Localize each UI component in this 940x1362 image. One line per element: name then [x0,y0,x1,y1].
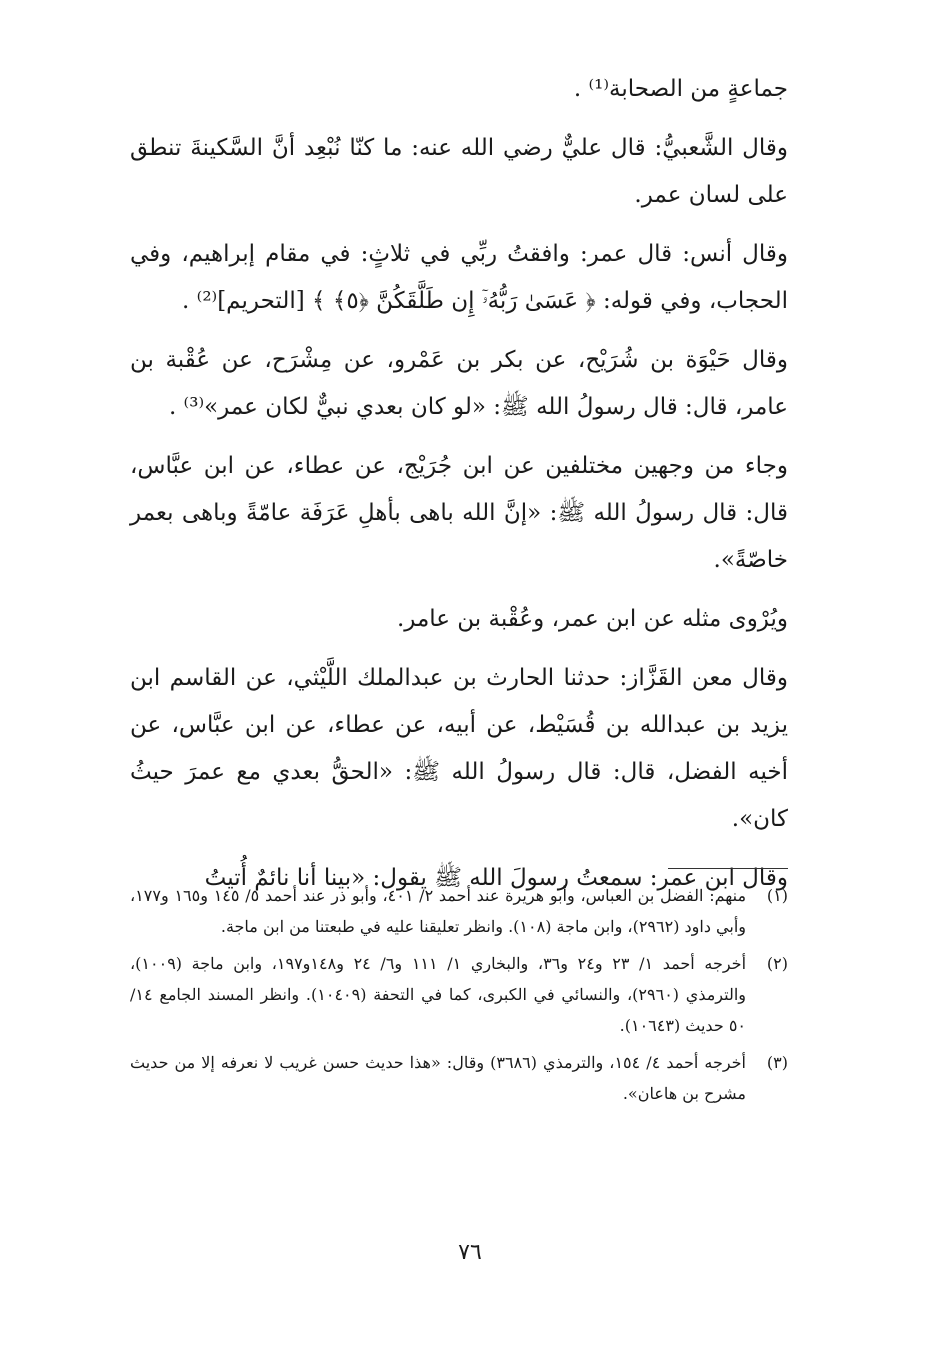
paragraph-6: ويُرْوى مثله عن ابن عمر، وعُقْبة بن عامر. [396,606,788,632]
footnote-1 [130,880,788,942]
footnote-3 [130,1047,788,1109]
paragraph-2: وقال الشَّعبيُّ: قال عليٌّ رضي الله عنه: ما كنّا نُبْعِد أنَّ السَّكينةَ تنطق على لسان عمر. [130,135,788,208]
footnote-number: (٣) [766,1053,788,1072]
paragraph-5: وجاء من وجهين مختلفين عن ابن جُرَيْج، عن عطاء، عن ابن عبَّاس، قال: قال رسولُ الله ﷺ: «إنَّ الله باهى بأهلِ عَرَفَة عامّةً وباهى بعمر خاصّةً». [130,453,788,573]
footnote-separator [668,868,788,869]
paragraph-3: وقال أنس: قال عمر: وافقتُ ربِّي في ثلاثٍ: في مقام إبراهيم، وفي الحجاب، وفي قوله: ﴿ عَسَىٰ رَبُّهُۥٓ إِن طَلَّقَكُنَّ ﴿٥﴾ ﴾ [التحريم]⁽²⁾ . [130,241,788,314]
paragraph-8: وقال ابن عمر: سمعتُ رسولَ الله ﷺ يقول: «بينا أنا نائمٌ أُتيتُ [204,865,788,891]
footnote-number: (١) [766,886,788,905]
footnote-number: (٢) [766,954,788,973]
footnote-text: منهم: الفضل بن العباس، وأبو هريرة عند أحمد ٢/ ٤٠١، وأبو ذر عند أحمد ٥/ ١٤٥ و١٦٥ و١٧٧، وأبي داود (٢٩٦٢)، وابن ماجة (١٠٨). وانظر تعليقنا عليه في طبعتنا من ابن ماجة. [130,886,747,936]
footnote-2 [130,948,788,1041]
paragraph-7: وقال معن القَزَّاز: حدثنا الحارث بن عبدالملك اللَّيْثي، عن القاسم ابن يزيد بن عبدالله بن قُسَيْط، عن أبيه، عن عطاء، عن ابن عبَّاس، عن أخيه الفضل، قال: قال رسولُ الله ﷺ: «الحقُّ بعدي مع عمرَ حيثُ كان». [130,665,788,832]
footnotes [130,880,788,1115]
main-text [130,66,788,914]
paragraph-1: جماعةٍ من الصحابة⁽¹⁾ . [573,76,788,102]
footnote-text: أخرجه أحمد ١/ ٢٣ و٢٤ و٣٦، والبخاري ١/ ١١١ و٦/ ٢٤ و١٤٨و١٩٧، وابن ماجة (١٠٠٩)، والترمذي (٢٩٦٠)، والنسائي في الكبرى، كما في التحفة (١٠٤٠٩). وانظر المسند الجامع ١٤/ ٥٠ حديث (١٠٦٤٣). [130,954,747,1035]
paragraph-4: وقال حَيْوَة بن شُرَيْح، عن بكر بن عَمْرو، عن مِشْرَح، عن عُقْبة بن عامر، قال: قال رسولُ الله ﷺ: «لو كان بعدي نبيٌّ لكان عمر»⁽³⁾ . [130,347,788,420]
footnote-text: أخرجه أحمد ٤/ ١٥٤، والترمذي (٣٦٨٦) وقال: «هذا حديث حسن غريب لا نعرفه إلا من حديث مشرح بن هاعان». [130,1053,746,1103]
page-number: ٧٦ [458,1240,482,1265]
